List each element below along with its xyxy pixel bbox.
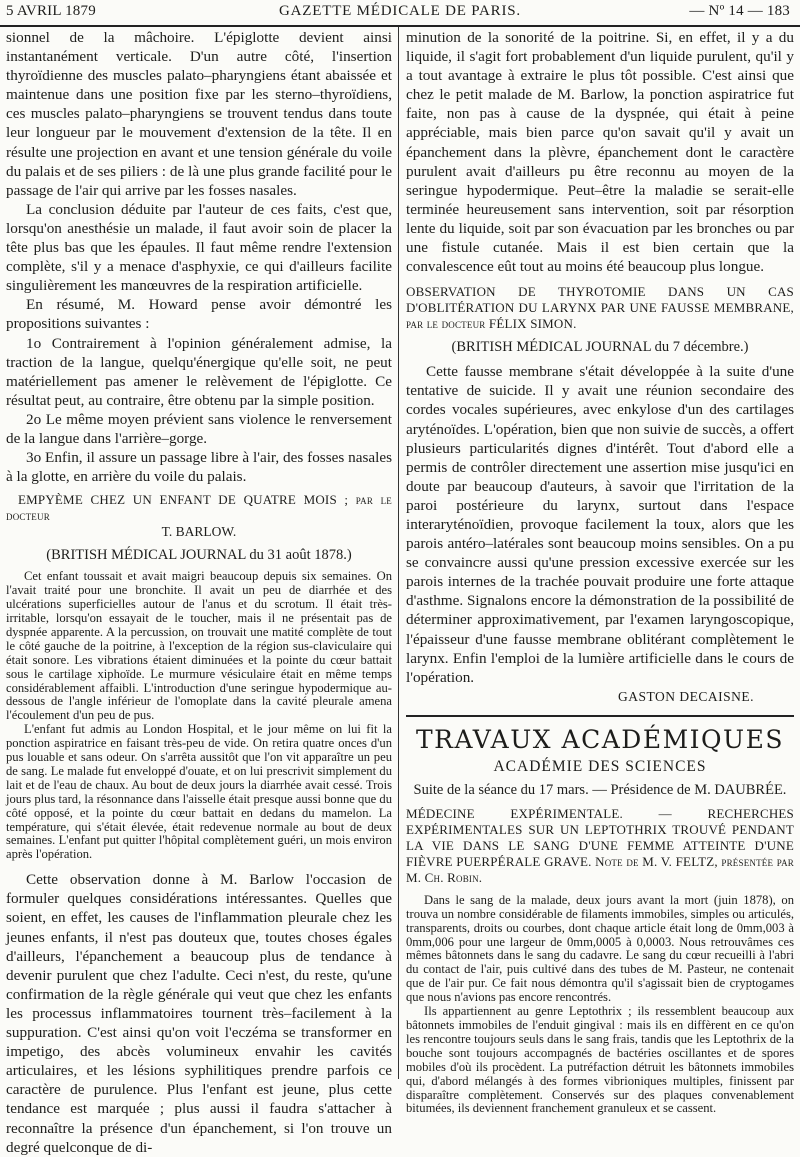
article-heading: OBSERVATION DE THYROTOMIE DANS UN CAS D'OBLITÉRATION DU LARYNX PAR UNE FAUSSE MEMBRANE, par le docteur FÉLIX SIMON.	[406, 284, 794, 332]
column-divider	[398, 27, 399, 1079]
paragraph: 1o Contrairement à l'opinion généralement admise, la traction de la langue, quelqu'énergique qu'elle soit, ne peut matériellement pas amener le relèvement de l'épiglotte. Ce résultat peut, au contraire, être obtenu par la simple position.	[6, 334, 392, 409]
journal-title: GAZETTE MÉDICALE DE PARIS.	[279, 3, 521, 19]
session-line: Suite de la séance du 17 mars. — Présidence de M. DAUBRÉE.	[413, 781, 787, 798]
small-paragraph: L'enfant fut admis au London Hospital, et le jour même on lui fit la ponction aspiratrice en faisant très-peu de vide. On retira quatre onces d'un pus louable et sans odeur. On s'arrêta aussitôt que l'on vit apparaître un peu de sang. Le malade fut enveloppé d'ouate, et on lui prescrivit simplement du lait et de l'eau de chaux. Au bout de deux jours la diarrhée avait cessé. Trois jours plus tard, la résonnance dans l'aisselle était presque aussi bonne que du côté opposé, et la pointe du cœur battait en dedans du mamelon. La température, qui s'était élevée, était redevenue normale au bout de deux semaines. L'enfant put quitter l'hôpital complètement guéri, un mois environ après l'opération.	[6, 722, 392, 862]
header-rule	[0, 25, 800, 27]
author-signature: GASTON DECAISNE.	[617, 688, 754, 704]
issue-date: 5 AVRIL 1879	[6, 3, 96, 19]
page-header	[0, 0, 800, 26]
page-number: — Nº 14 — 183	[689, 3, 790, 19]
paragraph: La conclusion déduite par l'auteur de ces faits, c'est que, lorsqu'on anesthésie un malade, il faut avoir soin de placer la tête plus bas que les épaules. Il faut même rendre l'extension complète, s'il y a menace d'asphyxie, ce qui d'ailleurs facilite singulièrement les manœuvres de la respiration artificielle.	[6, 200, 392, 295]
paragraph: 3o Enfin, il assure un passage libre à l'air, des fosses nasales à la glotte, en arrière du voile du palais.	[6, 449, 392, 486]
paragraph: 2o Le même moyen prévient sans violence le renversement de la langue dans l'arrière–gorge.	[6, 410, 392, 447]
paragraph: En résumé, M. Howard pense avoir démontré les propositions suivantes :	[6, 296, 392, 333]
paragraph: Cette observation donne à M. Barlow l'occasion de formuler quelques considérations intéressantes. Quelles que soient, en effet, les causes de l'inflammation pleurale chez les jeunes enfants, il n'est pas douteux que, toutes choses égales d'ailleurs, l'épanchement a beaucoup plus de tendance à devenir purulent que chez l'adulte. Ceci n'est, du reste, qu'une confirmation de la règle générale qui veut que chez les enfants les processus inflammatoires tournent très–facilement à la suppuration. C'est ainsi qu'on voit l'eczéma se transformer en impetigo, des abcès volumineux envahir les cavités articulaires, et les lésions syphilitiques prendre parfois ce caractère de purulence. Plus l'enfant est jeune, plus cette tendance est marquée ; plus aussi il faudra s'attacher à reconnaître la présence d'un épanchement, si l'on trouve un degré quelconque de di-	[6, 871, 392, 1156]
small-paragraph: Ils appartiennent au genre Leptothrix ; ils ressemblent beaucoup aux bâtonnets immobiles de l'enduit gingival : mais ils en diffèrent en ce qu'on les rencontre toujours seuls dans le sang frais, tandis que les Leptothrix de la bouche sont toujours accompagnés de bactéries oscillantes et de spores mobiles d'où ils procèdent. La putréfaction détruit les bâtonnets immobiles qui, d'abord mélangés à des formes vibrioniques multiples, finissent par disparaître complètement. Conservés sur des plaques convenablement bitumées, ils deviennent franchement granuleux et se cassent.	[406, 1004, 794, 1116]
article-source: (BRITISH MÉDICAL JOURNAL du 31 août 1878.)	[46, 547, 352, 564]
right-column	[406, 28, 794, 1116]
small-paragraph: Dans le sang de la malade, deux jours avant la mort (juin 1878), on trouva un nombre considérable de filaments immobiles, simples ou articulés, transparents, droits ou courbes, dont chaque article était long de 0mm,003 à 0mm,006 pour une largeur de 0mm,0005 à 0,0003. Nous retrouvâmes ces mêmes bâtonnets dans le sang du cadavre. Le sang du cœur recueilli à l'abri du contact de l'air, puis cultivé dans des tubes de M. Pasteur, ne contenait que de l'air pur. Ce fait nous démontra qu'il s'agissait bien de cryptogames que nous n'avions pas encore rencontrés.	[406, 892, 794, 1005]
small-paragraph: Cet enfant toussait et avait maigri beaucoup depuis six semaines. On l'avait traité pour une bronchite. Il avait un peu de diarrhée et des ulcérations superficielles autour de l'anus et du scrotum. Il était très-irritable, lorsqu'on essayait de le toucher, mais il ne présentait pas de dyspnée apparente. A la percussion, on trouvait une matité complète de tout le côté gauche de la poitrine, à l'exception de la région sus-claviculaire qui était sonore. Les vibrations étaient diminuées et la pointe du cœur battait sous le cartilage xiphoïde. Le murmure vésiculaire était en même temps considérablement affaibli. L'introduction d'une seringue hypodermique au-dessous de l'angle inférieur de l'omoplate dans la cavité pleurale amena l'écoulement d'un peu de pus.	[6, 569, 392, 723]
left-column	[6, 28, 392, 1156]
article-author: T. BARLOW.	[161, 524, 237, 540]
paragraph: sionnel de la mâchoire. L'épiglotte devient ainsi instantanément verticale. D'un autre côté, l'insertion thyroïdienne des muscles palato–pharyngiens étant abaissée et maintenue dans une position fixe par les sterno–thyroïdiens, ces muscles palato–pharyngiens se trouvent tendus dans toute leur longueur par le mouvement d'extension de la tête. Il en résulte une projection en avant et une tension générale du voile du palais et de ses piliers : de là une plus grande facilité pour le passage de l'air qui arrive par les fosses nasales.	[6, 29, 392, 199]
article-heading: MÉDECINE EXPÉRIMENTALE. — RECHERCHES EXPÉRIMENTALES SUR UN LEPTOTHRIX TROUVÉ PENDANT LA VIE DANS LE SANG D'UNE FEMME ATTEINTE D'UNE FIÈVRE PUERPÉRALE GRAVE. Note de M. V. FELTZ, présentée par M. Ch. Robin.	[406, 805, 794, 885]
paragraph: minution de la sonorité de la poitrine. Si, en effet, il y a du liquide, il s'agit fort probablement d'un liquide purulent, qu'il y a tout avantage à extraire le plus tôt possible. C'est ainsi que chez le petit malade de M. Barlow, la ponction aspiratrice fut faite, non pas à cause de la dyspnée, qui était à peine appréciable, mais bien parce qu'on savait qu'il y avait un épanchement dans la plèvre, épanchement dont le caractère purulent avait d'ailleurs pu être reconnu au moyen de la seringue hypodermique. Peut–être la maladie se serait-elle terminée heureusement sans intervention, soit par résorption lente du liquide, soit par son évacuation par les bronches ou par une fistule cutanée. Mais il est bien certain que la convalescence eût tout au moins été beaucoup plus longue.	[406, 29, 794, 276]
paragraph: Cette fausse membrane s'était développée à la suite d'une tentative de suicide. Il y avait une réunion secondaire des cordes vocales supérieures, avec enkylose d'un des cartilages aryténoïdes. L'opération, bien que non suivie de succès, a offert plusieurs particularités dignes d'intérêt. Tout d'abord elle a permis de contrôler directement une assertion mise jusqu'ici en doute par beaucoup d'auteurs, à savoir que l'irritation de la paroi postérieure du larynx, surtout dans l'espace interaryténoïdien, provoque facilement la toux, alors que les parois antéro–latérales sont beaucoup moins sensibles. On a pu se convaincre aussi qu'une pression excessive exercée sur les parois internes de la trachée pouvait produire une forte attaque d'asthme. Signalons encore la démonstration de la possibilité de déterminer approximativement, par l'examen laryngoscopique, l'épaisseur d'une fausse membrane oblitérant complètement le larynx. Enfin l'emploi de la lumière artificielle dans le cours de l'opération.	[406, 363, 794, 686]
article-heading: EMPYÈME CHEZ UN ENFANT DE QUATRE MOIS ; par le docteur	[6, 492, 392, 524]
section-title: TRAVAUX ACADÉMIQUES	[416, 724, 784, 754]
article-source: (BRITISH MÉDICAL JOURNAL du 7 décembre.)	[451, 339, 749, 356]
subsection-title: ACADÉMIE DES SCIENCES	[493, 757, 707, 775]
